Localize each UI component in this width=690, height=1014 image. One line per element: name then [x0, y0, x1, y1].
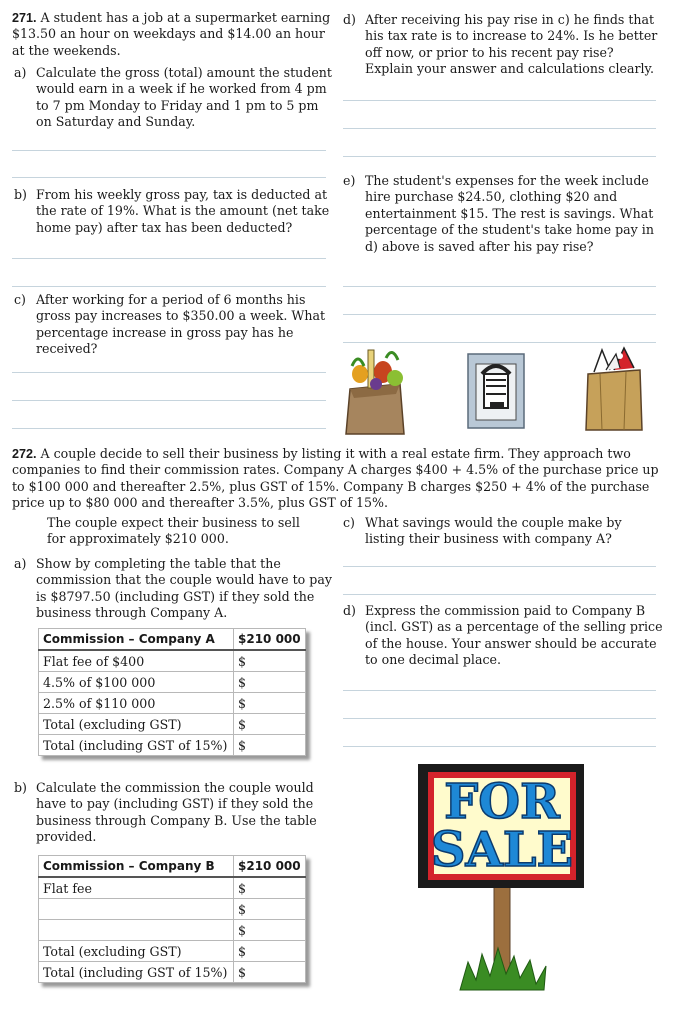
q271-a-text: Calculate the gross (total) amount the student would earn in a week if he worked from 4 pm to 7 pm Monday to Friday and 1 pm to 5 pm on Saturday and Sunday.	[36, 65, 332, 130]
q272-part-d	[343, 603, 663, 669]
q271-part-d	[343, 12, 661, 78]
table-b-answer-cell[interactable]: $	[234, 941, 306, 962]
q271-e-label: e)	[343, 173, 356, 188]
table-b-row-label[interactable]	[39, 920, 234, 941]
answer-line[interactable]	[343, 342, 656, 343]
q271-intro-text: A student has a job at a supermarket earning $13.50 an hour on weekdays and $14.00 an hour at the weekends.	[12, 10, 331, 58]
answer-line[interactable]	[343, 718, 656, 719]
answer-line[interactable]	[12, 150, 326, 151]
answer-line[interactable]	[12, 372, 326, 373]
table-row	[39, 962, 306, 983]
sign-text-sale: SALE	[430, 822, 574, 878]
answer-line[interactable]	[343, 100, 656, 101]
table-a-header-label: Commission – Company A	[39, 629, 234, 651]
commission-table-company-a	[38, 628, 306, 756]
table-b-row-label[interactable]: Flat fee	[39, 877, 234, 899]
q272-part-c	[343, 515, 663, 548]
answer-line[interactable]	[343, 594, 656, 595]
q271-b-label: b)	[14, 187, 27, 202]
q272-intro	[12, 446, 672, 512]
q271-part-b	[14, 187, 332, 236]
table-row	[39, 693, 306, 714]
table-row	[39, 714, 306, 735]
for-sale-sign-illustration	[410, 758, 592, 994]
table-a-header-price: $210 000	[234, 629, 306, 651]
answer-line[interactable]	[343, 286, 656, 287]
table-a-answer-cell[interactable]: $	[234, 672, 306, 693]
answer-line[interactable]	[12, 428, 326, 429]
table-a-row-label: Total (including GST of 15%)	[39, 735, 234, 756]
shopping-box-illustration	[464, 350, 526, 432]
answer-line[interactable]	[343, 128, 656, 129]
q271-part-a	[14, 65, 332, 131]
q272-a-text: Show by completing the table that the commission that the couple would have to pay is $8797.50 (including GST) if they sold the business through Company A.	[36, 556, 332, 621]
q272-b-label: b)	[14, 780, 27, 795]
table-row	[39, 877, 306, 899]
q272-a-label: a)	[14, 556, 27, 571]
table-b-row-label: Total (excluding GST)	[39, 941, 234, 962]
paper-bag-illustration	[580, 344, 648, 432]
table-header-row	[39, 856, 306, 878]
q272-expect: The couple expect their business to sell for approximately $210 000.	[47, 515, 300, 547]
q271-d-text: After receiving his pay rise in c) he finds that his tax rate is to increase to 24%. Is he better off now, or prior to his recent pay rise? Explain your answer and calculations clearly.	[365, 12, 658, 77]
table-a-row-label: Total (excluding GST)	[39, 714, 234, 735]
q271-d-label: d)	[343, 12, 356, 27]
q272-c-label: c)	[343, 515, 355, 530]
table-row	[39, 920, 306, 941]
table-row	[39, 735, 306, 756]
q272-intro-text: A couple decide to sell their business by listing it with a real estate firm. They approach two companies to find their commission rates. Company A charges $400 + 4.5% of the purchase price up to $100 000 and thereafter 2.5%, plus GST of 15%. Company B charges $250 + 4% of the purchase price up to $80 000 and thereafter 3.5%, plus GST of 15%.	[12, 446, 659, 511]
q271-number: 271.	[12, 11, 37, 25]
table-row	[39, 941, 306, 962]
table-a-answer-cell[interactable]: $	[234, 650, 306, 672]
table-a-row-label: 4.5% of $100 000	[39, 672, 234, 693]
table-b-answer-cell[interactable]: $	[234, 877, 306, 899]
q272-number: 272.	[12, 447, 37, 461]
table-row	[39, 899, 306, 920]
answer-line[interactable]	[12, 177, 326, 178]
q272-c-text: What savings would the couple make by listing their business with company A?	[365, 515, 622, 547]
table-b-answer-cell[interactable]: $	[234, 962, 306, 983]
answer-line[interactable]	[343, 314, 656, 315]
q271-c-text: After working for a period of 6 months his gross pay increases to $350.00 a week. What percentage increase in gross pay has he received?	[36, 292, 326, 357]
answer-line[interactable]	[343, 566, 656, 567]
grocery-bag-illustration	[340, 344, 410, 436]
commission-table-company-b	[38, 855, 306, 983]
q271-intro	[12, 10, 337, 59]
table-a-row-label: Flat fee of $400	[39, 650, 234, 672]
table-b-answer-cell[interactable]: $	[234, 920, 306, 941]
table-b-header-price: $210 000	[234, 856, 306, 878]
q272-d-text: Express the commission paid to Company B (incl. GST) as a percentage of the selling price of the house. Your answer should be accurate to one decimal place.	[365, 603, 663, 668]
q271-part-c	[14, 292, 332, 358]
answer-line[interactable]	[12, 400, 326, 401]
table-b-answer-cell[interactable]: $	[234, 899, 306, 920]
answer-line[interactable]	[12, 286, 326, 287]
table-a-row-label: 2.5% of $110 000	[39, 693, 234, 714]
answer-line[interactable]	[343, 156, 656, 157]
answer-line[interactable]	[343, 690, 656, 691]
table-b-row-label: Total (including GST of 15%)	[39, 962, 234, 983]
q271-c-label: c)	[14, 292, 26, 307]
table-header-row	[39, 629, 306, 651]
q272-part-a	[14, 556, 332, 622]
q271-b-text: From his weekly gross pay, tax is deducted at the rate of 19%. What is the amount (net take home pay) after tax has been deducted?	[36, 187, 330, 235]
table-row	[39, 672, 306, 693]
q271-e-text: The student's expenses for the week include hire purchase $24.50, clothing $20 and entertainment $15. The rest is savings. What percentage of the student's take home pay in d) above is saved after his pay rise?	[365, 173, 654, 254]
table-a-answer-cell[interactable]: $	[234, 693, 306, 714]
q272-b-text: Calculate the commission the couple would have to pay (including GST) if they sold the business through Company B. Use the table provided.	[36, 780, 317, 845]
q272-d-label: d)	[343, 603, 356, 618]
table-b-row-label[interactable]	[39, 899, 234, 920]
answer-line[interactable]	[12, 258, 326, 259]
q271-a-label: a)	[14, 65, 27, 80]
sign-text-for: FOR	[444, 774, 560, 830]
answer-line[interactable]	[343, 746, 656, 747]
table-row	[39, 650, 306, 672]
table-b-header-label: Commission – Company B	[39, 856, 234, 878]
table-a-answer-cell[interactable]: $	[234, 735, 306, 756]
q271-part-e	[343, 173, 663, 255]
table-a-answer-cell[interactable]: $	[234, 714, 306, 735]
q272-part-b	[14, 780, 332, 846]
